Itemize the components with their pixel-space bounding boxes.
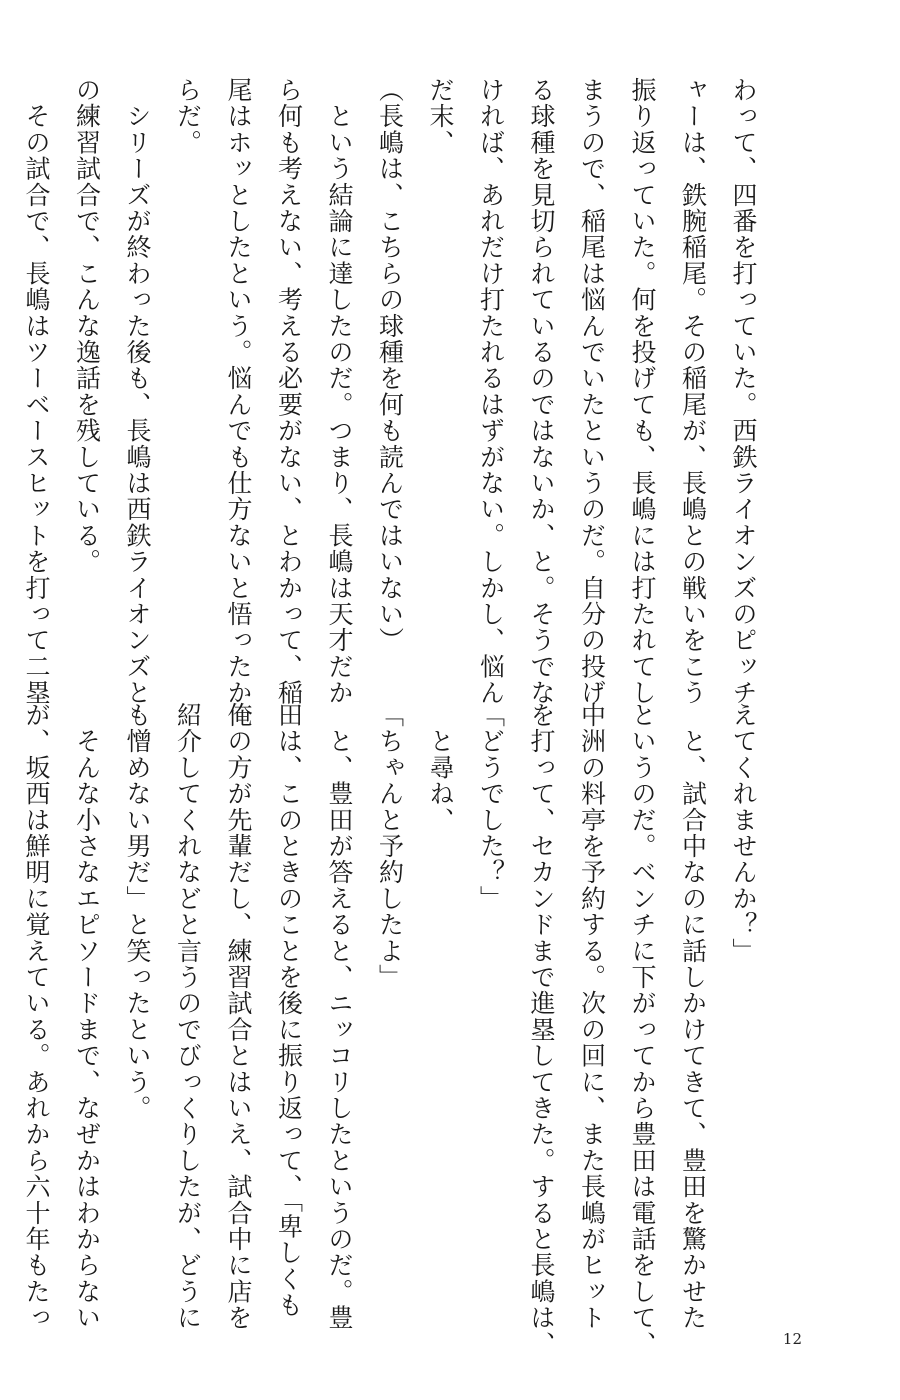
text-column xyxy=(0,702,11,1302)
page-number: 12 xyxy=(782,1330,802,1348)
text-column: を打って、セカンドまで進塁してきた。すると長嶋は、 xyxy=(527,702,556,1357)
text-column: というのだ。ベンチに下がってから豊田は電話をして、 xyxy=(628,702,657,1357)
text-column: そんな小さなエピソードまで、なぜかはわからない xyxy=(72,702,102,1331)
text-column: と尋ね、 xyxy=(426,702,455,833)
text-column: わって、四番を打っていた。西鉄ライオンズのピッチ xyxy=(729,77,758,706)
text-block-bottom xyxy=(22,702,768,1357)
text-column: 中洲の料亭を予約する。次の回に、また長嶋がヒット xyxy=(577,702,607,1331)
text-column: シリーズが終わった後も、長嶋は西鉄ライオンズと xyxy=(123,77,152,706)
text-column: ければ、あれだけ打たれるはずがない。しかし、悩ん xyxy=(476,77,506,706)
text-column: （長嶋は、こちらの球種を何も読んではいない） xyxy=(375,77,405,654)
text-column: えてくれませんか？」 xyxy=(729,702,758,964)
text-column: 「どうでした？」 xyxy=(476,702,506,912)
text-column: ャーは、鉄腕稲尾。その稲尾が、長嶋との戦いをこう xyxy=(678,77,708,706)
text-column: の練習試合で、こんな逸話を残している。 xyxy=(72,77,102,575)
text-column: も憎めない男だ」と笑ったという。 xyxy=(123,702,152,1122)
text-column: と、豊田が答えると、ニッコリしたというのだ。豊 xyxy=(325,702,354,1331)
text-column: 尾はホッとしたという。悩んでも仕方ないと悟ったか xyxy=(224,77,253,706)
text-block-top xyxy=(22,77,768,706)
text-column xyxy=(0,77,11,662)
text-column: 紹介してくれなどと言うのでびっくりしたが、どうに xyxy=(173,702,203,1331)
text-column: 俺の方が先輩だし、練習試合とはいえ、試合中に店を xyxy=(224,702,253,1331)
text-column: 振り返っていた。何を投げても、長嶋には打たれてし xyxy=(628,77,657,706)
text-column: ら何も考えない、考える必要がない、とわかって、稲 xyxy=(274,77,304,706)
text-column: が、坂西は鮮明に覚えている。あれから六十年もたっ xyxy=(22,702,51,1331)
text-column: らだ。 xyxy=(173,77,203,156)
text-column: まうので、稲尾は悩んでいたというのだ。自分の投げ xyxy=(577,77,607,706)
text-column: その試合で、長嶋はツーベースヒットを打って二塁 xyxy=(22,77,51,706)
text-column: 田は、このときのことを後に振り返って、「卑しくも xyxy=(274,702,304,1319)
text-column: と、試合中なのに話しかけてきて、豊田を驚かせた xyxy=(678,702,708,1331)
text-column: だ末、 xyxy=(426,77,455,156)
text-column: 「ちゃんと予約したよ」 xyxy=(375,702,405,991)
text-column: という結論に達したのだ。つまり、長嶋は天才だか xyxy=(325,77,354,706)
text-column: る球種を見切られているのではないか、と。そうでな xyxy=(527,77,556,706)
